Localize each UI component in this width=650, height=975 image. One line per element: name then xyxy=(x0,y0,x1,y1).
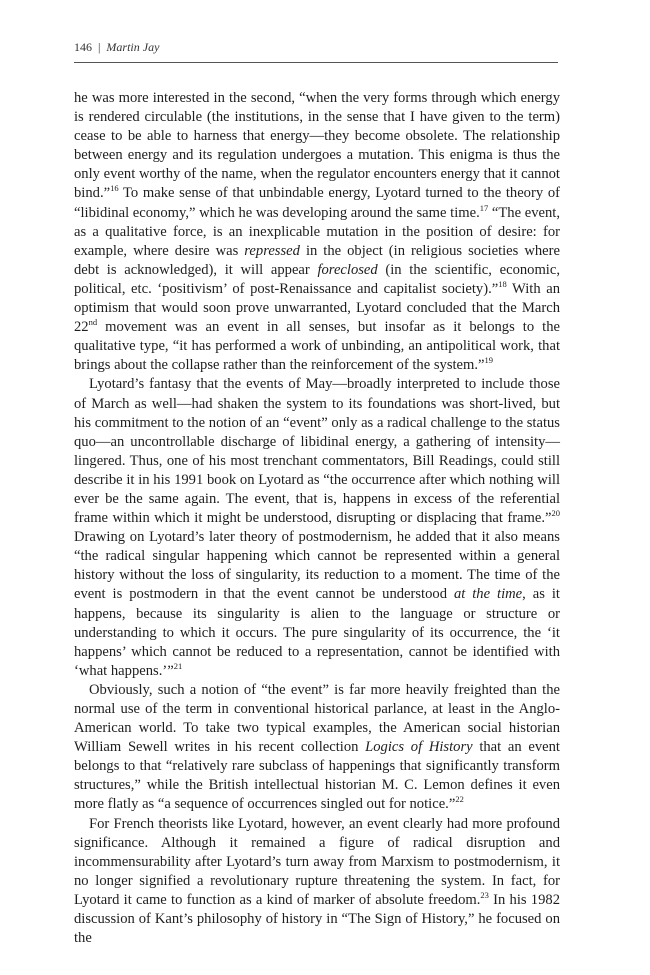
running-head-author: Martin Jay xyxy=(106,40,160,54)
footnote-marker: 21 xyxy=(173,660,183,671)
text-run: in the object (in religious societies where debt is acknowledged), it will appear xyxy=(74,242,560,278)
text-run: Drawing on Lyotard’s later theory of postmodernism, he added that it also means “the radical singular happening which cannot be represented within a general history without the loss of singularity, its reduction to a moment. The time of the event is postmodern in that the event cannot be understood xyxy=(74,529,560,603)
footnote-marker: 18 xyxy=(498,279,507,290)
paragraph xyxy=(74,681,560,815)
italic-text: at the time xyxy=(453,586,523,603)
footnote-marker: 22 xyxy=(455,794,464,805)
footnote-marker: nd xyxy=(88,317,98,328)
italic-text: repressed xyxy=(244,242,300,259)
text-run: Lyotard’s fantasy that the events of May—broadly interpreted to include those of March as well—had shaken the system to its foundations was short-lived, but his commitment to the notion of an “event” only as a radical challenge to the status quo—an uncontrollable discharge of libidinal energy, a gathering of intensity—lingered. Thus, one of his most trenchant commentators, Bill Readings, could still describe it in his 1991 book on Lyotard as “the occurrence after which nothing will ever be the same again. The event, that is, happens in excess of the referential frame within which it might be understood, disrupting or displacing that frame.” xyxy=(74,376,560,527)
text-run: In his 1982 discussion of Kant’s philosophy of history in “The Sign of History,” he focused on the xyxy=(74,891,560,947)
text-run: “The event, as a qualitative force, is an inexplicable mutation in the position of desire: for example, where desire was xyxy=(74,204,560,259)
italic-text: Logics of History xyxy=(365,739,473,756)
running-header xyxy=(74,40,558,62)
footnote-marker: 17 xyxy=(479,202,489,213)
text-run: that an event belongs to that “relatively rare subclass of happenings that significantly transform structures,” while the British intellectual historian M. C. Lemon defines it even more flatly as “a sequence of occurrences singled out for notice.” xyxy=(74,739,560,813)
text-run: With an optimism that would soon prove unwarranted, Lyotard concluded that the March 22 xyxy=(74,280,561,336)
paragraph xyxy=(74,375,560,681)
header-separator: | xyxy=(98,40,101,54)
text-run: movement was an event in all senses, but insofar as it belongs to the qualitative type, “it has performed a work of unbinding, an antipolitical work, that brings about the collapse rather than the reinforcement of the system.” xyxy=(74,319,560,374)
body-text xyxy=(74,89,560,948)
text-run: he was more interested in the second, “when the very forms through which energy is rendered circulable (the institutions, in the sense that I have given to the term) cease to be able to harness that energy—they become obsolete. The relationship between energy and its regulation undergoes a mutation. This enigma is thus the only event worthy of the name, when the regulator encounters energy that it cannot bind.” xyxy=(74,90,560,202)
header-rule xyxy=(74,62,558,63)
text-run: Obviously, such a notion of “the event” is far more heavily freighted than the normal use of the term in conventional historical parlance, at least in the Anglo-American world. To take two typical examples, the American social historian William Sewell writes in his recent collection xyxy=(74,681,560,756)
footnote-marker: 19 xyxy=(484,355,494,366)
text-run: (in the scientific, economic, political, etc. ‘positivism’ of post-Renaissance and capitalist society).” xyxy=(74,261,560,297)
paragraph xyxy=(74,89,560,375)
footnote-marker: 16 xyxy=(110,183,119,194)
paragraph xyxy=(74,815,560,949)
italic-text: foreclosed xyxy=(317,261,378,278)
text-run: For French theorists like Lyotard, however, an event clearly had more profound significance. Although it remained a figure of radical disruption and incommensurability after Lyotard’s turn away from Marxism to postmodernism, it no longer signified a revolutionary rupture threatening the system. In fact, for Lyotard it came to function as a kind of marker of absolute freedom. xyxy=(74,815,560,908)
text-run: , as it happens, because its singularity is alien to the language or structure or understanding to which it occurs. The pure singularity of its occurrence, the ‘it happens’ which cannot be reduced to a representation, cannot be identified with ‘what happens.’” xyxy=(74,586,560,679)
footnote-marker: 23 xyxy=(480,890,489,901)
footnote-marker: 20 xyxy=(551,508,560,519)
page-number: 146 xyxy=(74,40,92,54)
text-run: To make sense of that unbindable energy, Lyotard turned to the theory of “libidinal economy,” which he was developing around the same time. xyxy=(74,185,560,221)
